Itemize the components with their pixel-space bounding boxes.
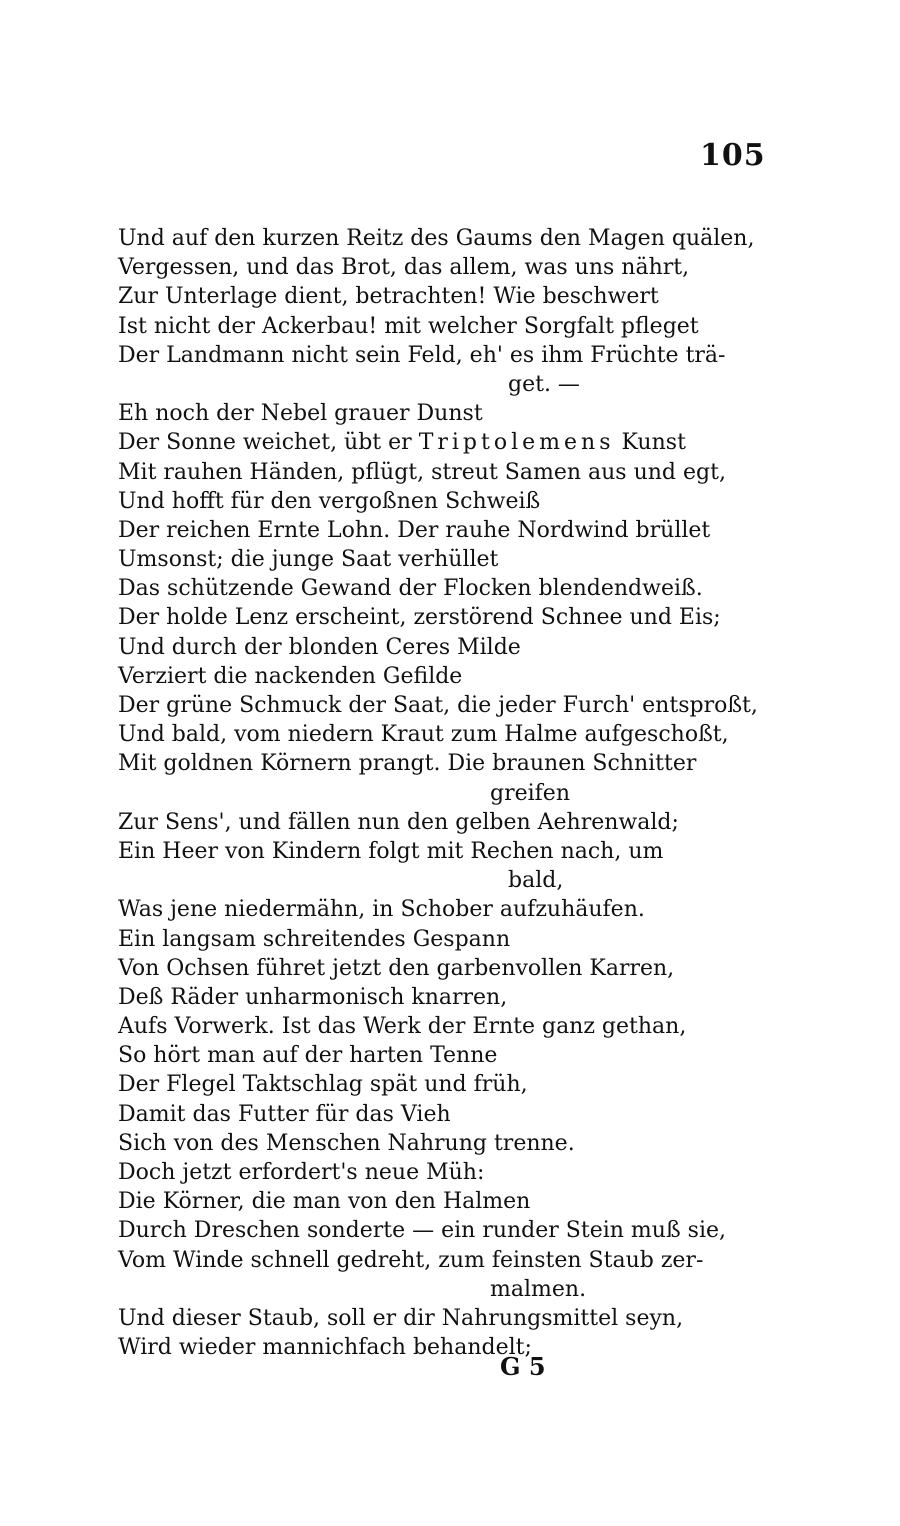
poem-line: Und auf den kurzen Reitz des Gaums den Magen quälen, — [118, 226, 755, 251]
poem-line: Zur Unterlage dient, betrachten! Wie beschwert — [118, 284, 659, 310]
poem-line: Der Flegel Taktschlag spät und früh, — [118, 1072, 528, 1098]
poem-line — [118, 428, 778, 457]
poem-line: Ein Heer von Kindern folgt mit Rechen nach, um — [118, 838, 664, 864]
poem-line-continuation: malmen. — [490, 1276, 587, 1302]
poem-line: Deß Räder unharmonisch knarren, — [118, 984, 508, 1010]
poem-line: Ist nicht der Ackerbau! mit welcher Sorgfalt pfleget — [118, 313, 699, 339]
poem-line: Und hofft für den vergoßnen Schweiß — [118, 488, 541, 514]
poem-line: Durch Dreschen sonderte — ein runder Stein muß sie, — [118, 1218, 726, 1244]
poem-line: Von Ochsen führet jetzt den garbenvollen Karren, — [118, 955, 675, 981]
poem-line: Vergessen, und das Brot, das allem, was uns nährt, — [118, 255, 690, 281]
poem-line: Die Körner, die man von den Halmen — [118, 1189, 531, 1215]
page-number: 105 — [700, 138, 766, 173]
poem-line: Und durch der blonden Ceres Milde — [118, 634, 521, 660]
poem-line: Umsonst; die junge Saat verhüllet — [118, 547, 499, 573]
poem-line-continuation: get. — — [508, 371, 580, 397]
poem-line: Damit das Futter für das Vieh — [118, 1101, 451, 1127]
poem-line: Sich von des Menschen Nahrung trenne. — [118, 1130, 575, 1156]
poem-line: Was jene niedermähn, in Schober aufzuhäufen. — [118, 897, 645, 923]
poem-line: Und bald, vom niedern Kraut zum Halme aufgeschoßt, — [118, 722, 729, 748]
poem-line: Zur Sens', und fällen nun den gelben Aehrenwald; — [118, 809, 679, 835]
poem-line: Und dieser Staub, soll er dir Nahrungsmittel seyn, — [118, 1305, 684, 1331]
poem-text — [118, 224, 778, 1362]
poem-line-continuation: bald, — [508, 868, 564, 894]
poem-line: Mit rauhen Händen, pflügt, streut Samen aus und egt, — [118, 459, 726, 485]
poem-line: Der holde Lenz erscheint, zerstörend Schnee und Eis; — [118, 605, 721, 631]
poem-line: Aufs Vorwerk. Ist das Werk der Ernte ganz gethan, — [118, 1014, 687, 1040]
poem-line: Doch jetzt erfordert's neue Müh: — [118, 1160, 485, 1185]
poem-line: Vom Winde schnell gedreht, zum feinsten Staub zer- — [118, 1247, 704, 1273]
poem-line-part: Der Sonne weichet, übt er — [118, 430, 412, 456]
poem-line-part: Kunst — [621, 430, 686, 456]
poem-line: Verziert die nackenden Gefilde — [118, 663, 463, 689]
poem-line: Wird wieder mannichfach behandelt; — [118, 1335, 532, 1361]
poem-line: So hört man auf der harten Tenne — [118, 1043, 498, 1069]
poem-line-continuation: greifen — [490, 780, 570, 806]
poem-line: Der Landmann nicht sein Feld, eh' es ihm Früchte trä- — [118, 342, 726, 368]
signature-mark: G 5 — [500, 1352, 546, 1381]
emphasized-name: Triptolemens — [418, 430, 615, 456]
poem-line: Ein langsam schreitendes Gespann — [118, 926, 511, 952]
poem-line: Mit goldnen Körnern prangt. Die braunen Schnitter — [118, 751, 697, 777]
poem-line: Eh noch der Nebel grauer Dunst — [118, 401, 483, 427]
poem-line: Der reichen Ernte Lohn. Der rauhe Nordwind brüllet — [118, 517, 711, 543]
poem-line: Das schützende Gewand der Flocken blendendweiß. — [118, 576, 703, 602]
poem-line: Der grüne Schmuck der Saat, die jeder Furch' entsproßt, — [118, 693, 758, 718]
